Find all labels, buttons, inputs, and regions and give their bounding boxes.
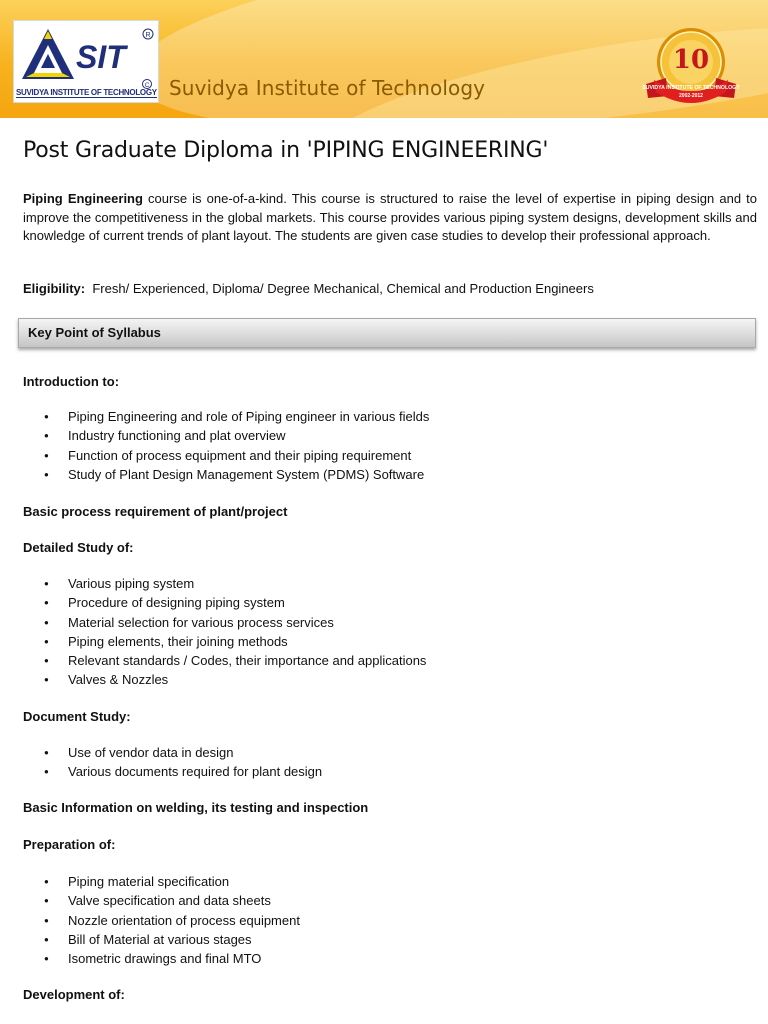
section-heading-welding: Basic Information on welding, its testing and inspection	[23, 800, 369, 815]
page-title: Post Graduate Diploma in 'PIPING ENGINEERING'	[23, 138, 549, 163]
preparation-list	[23, 872, 300, 968]
eligibility-value: Fresh/ Experienced, Diploma/ Degree Mechanical, Chemical and Production Engineers	[92, 281, 594, 296]
list-item: ● Valve specification and data sheets	[23, 891, 300, 910]
introduction-list	[23, 407, 429, 484]
seal-number: 10	[672, 45, 710, 75]
syllabus-header-bar	[18, 318, 756, 348]
document-body	[23, 138, 757, 1002]
list-item: ● Use of vendor data in design	[23, 743, 322, 762]
list-item: ● Piping elements, their joining methods	[23, 632, 426, 651]
list-item: ● Isometric drawings and final MTO	[23, 949, 300, 968]
list-item: ● Bill of Material at various stages	[23, 930, 300, 949]
list-item: ● Piping Engineering and role of Piping engineer in various fields	[23, 407, 429, 426]
seal-text: SUVIDYA INSTITUTE OF TECHNOLOGY	[642, 85, 740, 91]
detailed-study-list	[23, 574, 426, 690]
intro-lead: Piping Engineering	[23, 191, 143, 206]
list-item: ● Valves & Nozzles	[23, 670, 426, 689]
syllabus-header: Key Point of Syllabus	[28, 325, 161, 340]
svg-text:C: C	[144, 82, 150, 89]
intro-paragraph	[23, 190, 757, 246]
header-banner	[0, 0, 768, 118]
list-item: ● Relevant standards / Codes, their importance and applications	[23, 651, 426, 670]
list-item: ● Procedure of designing piping system	[23, 593, 426, 612]
section-heading-document-study: Document Study:	[23, 709, 131, 724]
list-item: ● Industry functioning and plat overview	[23, 426, 429, 445]
list-item: ● Nozzle orientation of process equipment	[23, 911, 300, 930]
svg-text:R: R	[145, 32, 151, 39]
logo-caption: SUVIDYA INSTITUTE OF TECHNOLOGY	[16, 88, 157, 97]
list-item: ● Various documents required for plant design	[23, 762, 322, 781]
section-heading-development: Development of:	[23, 987, 125, 1002]
list-item: ● Material selection for various process services	[23, 613, 426, 632]
list-item: ● Study of Plant Design Management System (PDMS) Software	[23, 465, 429, 484]
seal-years: 2002-2012	[679, 93, 703, 99]
list-item: ● Function of process equipment and their piping requirement	[23, 446, 429, 465]
logo-text: SIT	[76, 39, 126, 75]
sit-logo	[13, 20, 159, 103]
eligibility	[23, 280, 594, 299]
list-item: ● Various piping system	[23, 574, 426, 593]
section-heading-introduction: Introduction to:	[23, 374, 120, 389]
section-heading-detailed-study: Detailed Study of:	[23, 540, 134, 555]
eligibility-label: Eligibility:	[23, 281, 86, 296]
intro-body: course is one-of-a-kind. This course is structured to raise the level of expertise in piping design and to improve the competitiveness in the global markets. This course provides various piping system designs, development skills and knowledge of current trends of plant layout. The students are given case studies to develop their professional approach.	[23, 191, 757, 243]
section-heading-basic-process: Basic process requirement of plant/project	[23, 504, 288, 519]
list-item: ● Piping material specification	[23, 872, 300, 891]
org-name: Suvidya Institute of Technology	[169, 76, 486, 100]
document-study-list	[23, 743, 322, 782]
anniversary-seal-icon	[640, 22, 742, 112]
section-heading-preparation: Preparation of:	[23, 837, 116, 852]
